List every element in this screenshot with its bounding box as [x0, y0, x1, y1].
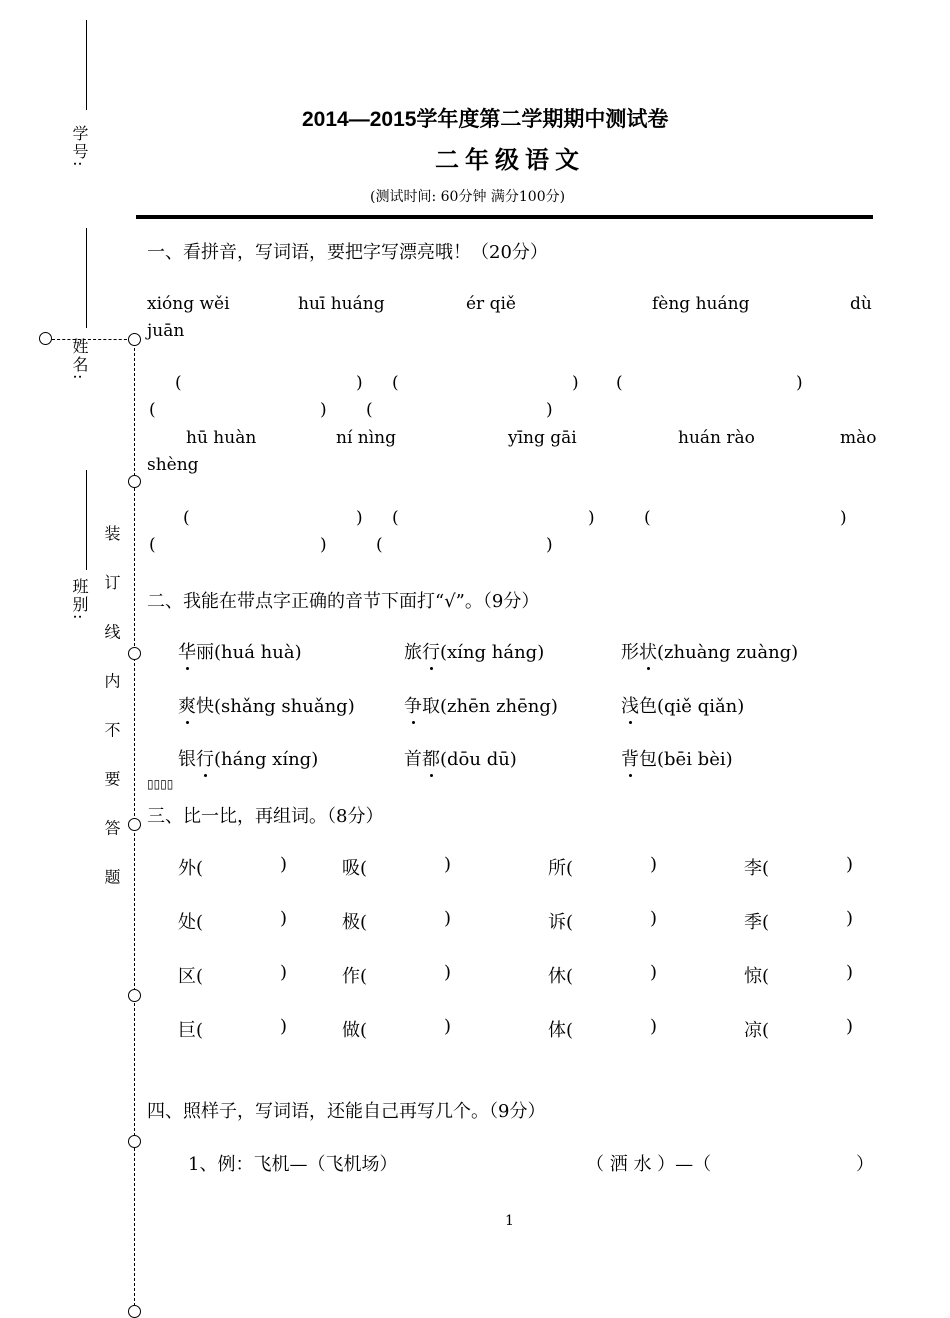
exam-title: 2014—2015学年度第二学期期中测试卷: [302, 108, 669, 131]
answer-paren-open: (: [566, 858, 574, 879]
answer-paren-open: (: [566, 1020, 574, 1041]
answer-paren-close: ): [280, 854, 288, 875]
compare-char: 诉: [548, 912, 566, 933]
tone-item-4: 爽快(shǎng shuǎng): [178, 692, 355, 718]
answer-paren-open: (: [360, 858, 368, 879]
answer-box-open: (: [175, 373, 182, 393]
answer-box-open: (: [366, 400, 373, 420]
pinyin-9: huán rào: [678, 428, 755, 448]
section3-heading: 三、比一比，再组词。（8分）: [147, 806, 384, 827]
compare-char: 凉: [744, 1020, 762, 1041]
answer-paren-close: ): [444, 854, 452, 875]
exam-note: (测试时间: 60分钟 满分100分): [370, 189, 566, 205]
compare-char: 极: [342, 912, 360, 933]
answer-box-close: ): [546, 535, 553, 555]
answer-box-open: (: [392, 508, 399, 528]
tone-item-7: 银行(háng xíng): [178, 745, 318, 771]
page-number: 1: [505, 1213, 514, 1229]
answer-box-close: ): [320, 535, 327, 555]
answer-box-open: (: [644, 508, 651, 528]
pinyin-6: hū huàn: [186, 428, 257, 448]
compare-item: [178, 908, 203, 934]
binding-hole-7: [128, 1305, 141, 1318]
answer-paren-open: (: [196, 1020, 204, 1041]
section2-heading: 二、我能在带点字正确的音节下面打“√”。（9分）: [147, 591, 540, 612]
binding-connector: [52, 339, 132, 340]
answer-paren-open: (: [762, 912, 770, 933]
pinyin-7: ní nìng: [336, 428, 397, 448]
tone-item-2: 旅行(xíng háng): [404, 638, 544, 664]
example-line: 1、例：飞机—（飞机场）: [188, 1154, 398, 1175]
answer-box-open: (: [392, 373, 399, 393]
answer-box-close: ): [356, 373, 363, 393]
binding-hole-2: [128, 475, 141, 488]
answer-paren-open: (: [566, 912, 574, 933]
answer-box-open: (: [616, 373, 623, 393]
compare-char: 李: [744, 858, 762, 879]
answer-paren-close: ): [846, 962, 854, 983]
answer-paren-close: ): [846, 908, 854, 929]
binding-hole-4: [128, 818, 141, 831]
answer-paren-close: ): [444, 908, 452, 929]
compare-char: 处: [178, 912, 196, 933]
tone-item-5: 争取(zhēn zhēng): [404, 692, 558, 718]
compare-item: [744, 1016, 769, 1042]
answer-paren-close: ): [444, 1016, 452, 1037]
pinyin-1: xióng wěi: [147, 294, 230, 314]
answer-box-close: ): [320, 400, 327, 420]
pinyin-5-wrap: juān: [147, 321, 185, 341]
compare-char: 做: [342, 1020, 360, 1041]
pinyin-3: ér qiě: [466, 294, 516, 314]
compare-item: [744, 854, 769, 880]
compare-item: [178, 1016, 203, 1042]
answer-paren-close: ): [444, 962, 452, 983]
answer-paren-open: (: [360, 912, 368, 933]
compare-char: 区: [178, 966, 196, 987]
compare-item: [744, 962, 769, 988]
answer-box-close: ): [796, 373, 803, 393]
section4-heading: 四、照样子，写词语，还能自己再写几个。（9分）: [147, 1101, 546, 1122]
pinyin-2: huī huáng: [298, 294, 385, 314]
compare-char: 巨: [178, 1020, 196, 1041]
answer-paren-open: (: [196, 912, 204, 933]
binding-hole-left: [39, 332, 52, 345]
binding-hole-5: [128, 989, 141, 1002]
class-line: [86, 470, 87, 570]
answer-box-close: ): [840, 508, 847, 528]
compare-char: 吸: [342, 858, 360, 879]
answer-paren-close: ): [650, 1016, 658, 1037]
pinyin-5: dù: [850, 294, 872, 314]
compare-char: 惊: [744, 966, 762, 987]
name-line: [86, 228, 87, 328]
answer-paren-open: (: [360, 1020, 368, 1041]
binding-hole-3: [128, 647, 141, 660]
answer-box-close: ): [546, 400, 553, 420]
exercise-item-close: ）: [856, 1154, 874, 1175]
answer-paren-close: ): [650, 962, 658, 983]
answer-paren-close: ): [280, 1016, 288, 1037]
tone-item-8: 首都(dōu dū): [404, 745, 517, 771]
tone-item-6: 浅色(qiě qiǎn): [621, 692, 744, 718]
compare-item: [178, 854, 203, 880]
compare-item: [342, 908, 367, 934]
exam-subtitle: 二年级语文: [435, 145, 585, 174]
compare-item: [548, 962, 573, 988]
compare-item: [342, 854, 367, 880]
answer-box-open: (: [376, 535, 383, 555]
pinyin-10-wrap: shèng: [147, 455, 199, 475]
compare-item: [178, 962, 203, 988]
answer-paren-close: ): [650, 908, 658, 929]
tone-item-3: 形状(zhuàng zuàng): [621, 638, 798, 664]
answer-paren-open: (: [762, 858, 770, 879]
answer-paren-close: ): [846, 854, 854, 875]
header-rule: [136, 215, 873, 219]
answer-box-open: (: [149, 400, 156, 420]
answer-paren-close: ): [650, 854, 658, 875]
compare-char: 所: [548, 858, 566, 879]
pinyin-10: mào: [840, 428, 877, 448]
compare-char: 休: [548, 966, 566, 987]
answer-paren-close: ): [280, 962, 288, 983]
compare-char: 季: [744, 912, 762, 933]
compare-item: [548, 908, 573, 934]
binding-hole-6: [128, 1135, 141, 1148]
class-label: 班别:: [70, 578, 89, 622]
binding-hole-1: [128, 333, 141, 346]
student-id-line: [86, 20, 87, 110]
student-id-label: 学号:: [70, 125, 89, 169]
name-label: 姓名:: [70, 338, 89, 382]
exercise-item-open: （ 洒 水 ）—（: [586, 1154, 712, 1175]
answer-box-close: ): [588, 508, 595, 528]
compare-item: [342, 962, 367, 988]
compare-item: [744, 908, 769, 934]
pinyin-4: fèng huáng: [652, 294, 750, 314]
answer-paren-open: (: [196, 966, 204, 987]
tone-item-1: 华丽(huá huà): [178, 638, 302, 664]
answer-paren-open: (: [762, 966, 770, 987]
answer-paren-open: (: [360, 966, 368, 987]
answer-paren-close: ): [846, 1016, 854, 1037]
answer-box-close: ): [356, 508, 363, 528]
pinyin-8: yīng gāi: [508, 428, 577, 448]
compare-item: [548, 1016, 573, 1042]
answer-paren-open: (: [196, 858, 204, 879]
answer-box-open: (: [183, 508, 190, 528]
answer-paren-open: (: [566, 966, 574, 987]
answer-box-open: (: [149, 535, 156, 555]
answer-paren-open: (: [762, 1020, 770, 1041]
section1-heading: 一、看拼音，写词语，要把字写漂亮哦！（20分）: [147, 242, 548, 263]
answer-paren-close: ): [280, 908, 288, 929]
compare-char: 外: [178, 858, 196, 879]
compare-item: [548, 854, 573, 880]
compare-char: 作: [342, 966, 360, 987]
answer-box-close: ): [572, 373, 579, 393]
binding-warning: 装 订 线 内 不 要 答 题: [102, 525, 121, 899]
garbled-text: ▯▯▯▯: [147, 777, 174, 791]
compare-char: 体: [548, 1020, 566, 1041]
tone-item-9: 背包(bēi bèi): [621, 745, 733, 771]
compare-item: [342, 1016, 367, 1042]
